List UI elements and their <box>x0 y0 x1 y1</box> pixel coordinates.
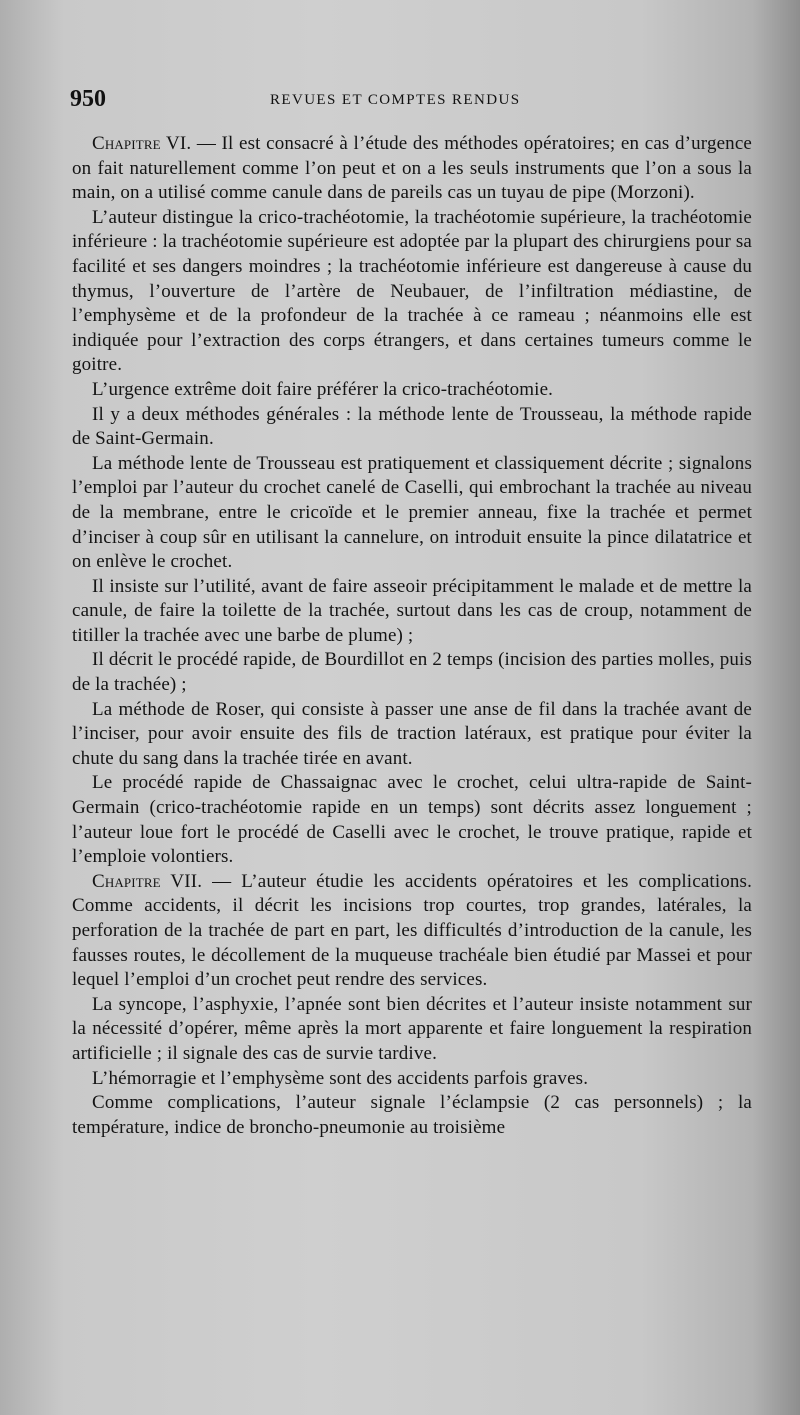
paragraph: La syncope, l’asphyxie, l’apnée sont bien décrites et l’auteur insiste notamment sur la nécessité d’opérer, même après la mort apparente et faire longuement la respiration artificielle ; il signale des cas de survie tardive. <box>72 993 752 1064</box>
paragraph: Il y a deux méthodes générales : la méthode lente de Trousseau, la méthode rapide de Saint-Germain. <box>72 403 752 450</box>
page-header <box>70 86 750 116</box>
page-number: 950 <box>70 86 106 112</box>
paragraph: Comme complications, l’auteur signale l’éclampsie (2 cas personnels) ; la température, indice de broncho-pneumonie au troisième <box>72 1092 752 1138</box>
paragraph: Il décrit le procédé rapide, de Bourdillot en 2 temps (incision des parties molles, puis de la trachée) ; <box>72 649 752 696</box>
paragraph: Chapitre VII. — L’auteur étudie les accidents opératoires et les complications. Comme accidents, il décrit les incisions trop courtes, trop grandes, latérales, la perforation de la trachée de part en part, les difficultés d’introduction de la canule, les fausses routes, le décollement de la muqueuse trachéale bien étudié par Massei et pour lequel l’emploi d’un crochet peut rendre des services. <box>72 870 752 991</box>
paragraph: Chapitre VI. — Il est consacré à l’étude des méthodes opératoires; en cas d’urgence on fait naturellement comme l’on peut et on a les seuls instruments que l’on a sous la main, on a utilisé comme canule dans de pareils cas un tuyau de pipe (Morzoni). <box>72 133 752 204</box>
running-head: REVUES ET COMPTES RENDUS <box>270 92 521 108</box>
paragraph: La méthode de Roser, qui consiste à passer une anse de fil dans la trachée avant de l’inciser, pour avoir ensuite des fils de traction latéraux, est pratique pour éviter la chute du sang dans la trachée tirée en avant. <box>72 698 752 769</box>
chapter-heading: Chapitre VII. <box>92 870 203 892</box>
paragraph: Il insiste sur l’utilité, avant de faire asseoir précipitamment le malade et de mettre la canule, de faire la toilette de la trachée, surtout dans les cas de croup, notamment de titiller la trachée avec une barbe de plume) ; <box>72 575 752 646</box>
paragraph: L’urgence extrême doit faire préférer la crico-trachéotomie. <box>92 378 554 400</box>
body-text <box>72 132 752 1140</box>
paragraph: L’hémorragie et l’emphysème sont des accidents parfois graves. <box>92 1067 589 1089</box>
paragraph: L’auteur distingue la crico-trachéotomie, la trachéotomie supérieure, la trachéotomie inférieure : la trachéotomie supérieure est adoptée par la plupart des chirurgiens pour sa facilité et ses dangers moindres ; la trachéotomie inférieure est dangereuse à cause du thymus, l’ouverture de l’artère de Neubauer, de l’infiltration médiastine, de l’emphysème et de la profondeur de la trachée à ce rameau ; néanmoins elle est indiquée pour l’extraction des corps étrangers, et dans certaines tumeurs comme le goitre. <box>72 206 752 376</box>
chapter-heading: Chapitre VI. <box>92 133 192 154</box>
paragraph: La méthode lente de Trousseau est pratiquement et classiquement décrite ; signalons l’emploi par l’auteur du crochet canelé de Caselli, qui embrochant la trachée au niveau de la membrane, entre le cricoïde et le premier anneau, fixe la trachée et permet d’inciser à coup sûr en utilisant la cannelure, on introduit ensuite la pince dilatatrice et on enlève le crochet. <box>72 452 752 573</box>
paragraph: Le procédé rapide de Chassaignac avec le crochet, celui ultra-rapide de Saint-Germain (crico-trachéotomie rapide en un temps) sont décrits assez longuement ; l’auteur loue fort le procédé de Caselli avec le crochet, le trouve pratique, rapide et l’emploie volontiers. <box>72 772 752 868</box>
